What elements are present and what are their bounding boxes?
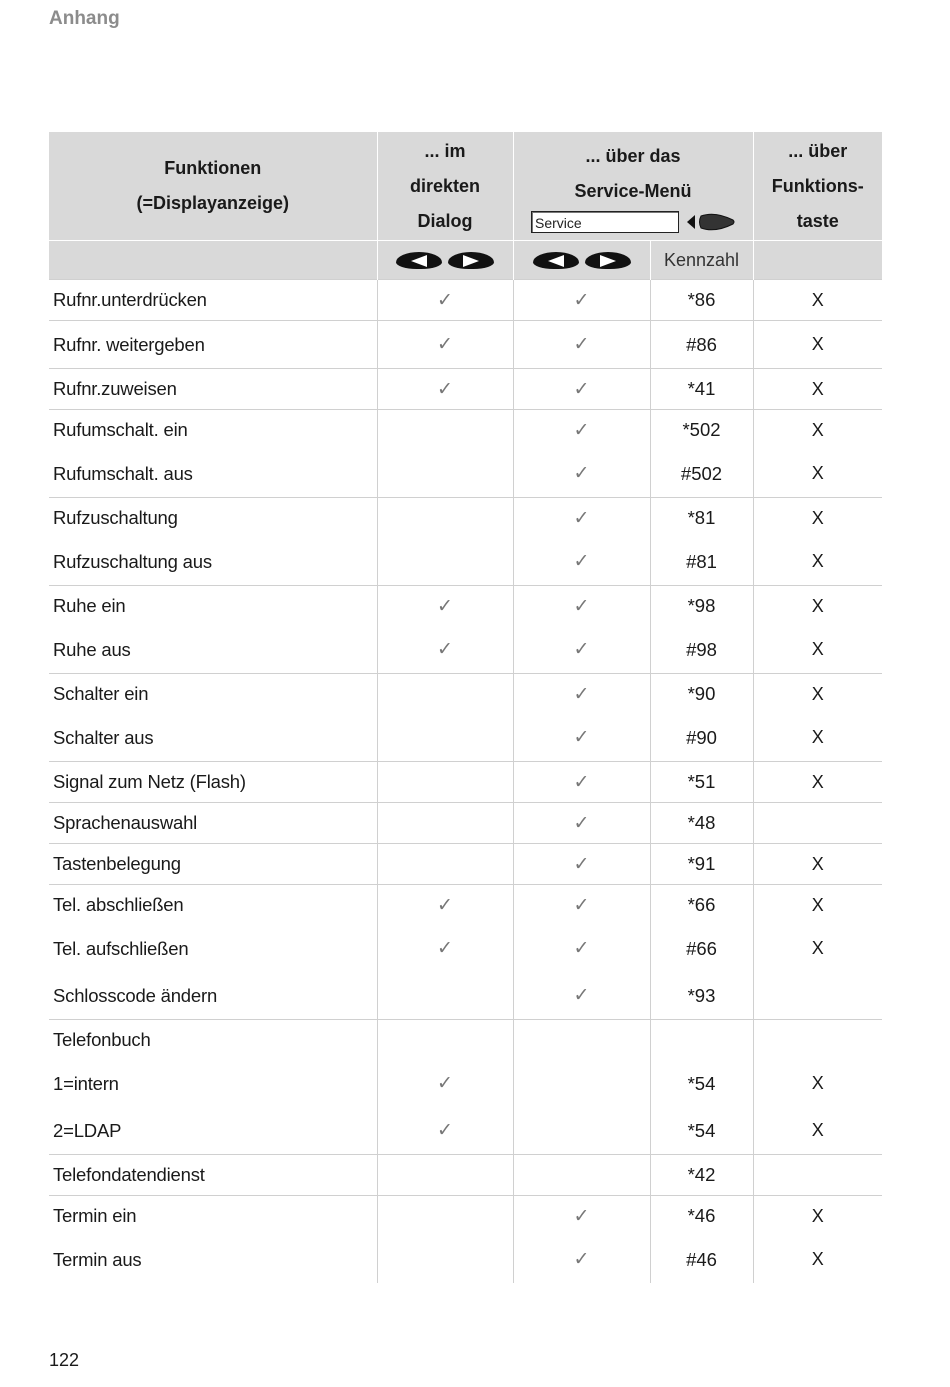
table-row bbox=[49, 498, 882, 539]
direct-dialog-cell bbox=[377, 1155, 513, 1196]
direct-dialog-cell bbox=[377, 410, 513, 451]
function-key-mark: X bbox=[811, 507, 824, 528]
table-row bbox=[49, 1107, 882, 1155]
direct-dialog-cell bbox=[377, 369, 513, 410]
check-icon: ✓ bbox=[573, 1205, 590, 1227]
service-menu-cell bbox=[513, 844, 650, 885]
function-name: Telefonbuch bbox=[53, 1029, 151, 1050]
check-icon: ✓ bbox=[437, 938, 453, 959]
code-cell bbox=[650, 762, 753, 803]
table-row bbox=[49, 280, 882, 321]
function-key-cell bbox=[753, 280, 882, 321]
function-name: Rufumschalt. aus bbox=[53, 462, 193, 484]
direct-dialog-cell bbox=[377, 586, 513, 627]
function-name-cell bbox=[49, 972, 377, 1020]
function-name-cell bbox=[49, 1236, 377, 1283]
function-key-mark: X bbox=[811, 1249, 824, 1269]
direct-dialog-cell bbox=[377, 972, 513, 1020]
table-row bbox=[49, 885, 882, 926]
function-name: Schalter ein bbox=[53, 683, 149, 704]
left-arrow-key-icon bbox=[533, 252, 579, 269]
table-row bbox=[49, 586, 882, 627]
function-key-cell bbox=[753, 925, 882, 972]
direct-dialog-cell bbox=[377, 885, 513, 926]
header-dialog-line-2: direkten bbox=[409, 175, 481, 196]
service-menu-cell bbox=[513, 1196, 650, 1237]
function-name-cell bbox=[49, 538, 377, 586]
function-name-cell bbox=[49, 1107, 377, 1155]
header-fkey-line-3: taste bbox=[796, 210, 839, 231]
code-cell bbox=[650, 803, 753, 844]
function-key-mark: X bbox=[811, 1073, 824, 1093]
function-name-cell bbox=[49, 626, 377, 674]
code-value: #502 bbox=[680, 462, 723, 484]
function-name: Rufumschalt. ein bbox=[53, 419, 188, 440]
code-value: *41 bbox=[687, 378, 716, 399]
function-name-cell bbox=[49, 803, 377, 844]
code-cell bbox=[650, 1236, 753, 1283]
header-fkey-line-1: ... über bbox=[788, 140, 848, 161]
code-value: *54 bbox=[687, 1119, 716, 1141]
subheader-dialog-keys bbox=[377, 241, 513, 280]
service-display bbox=[514, 211, 753, 233]
service-menu-cell bbox=[513, 674, 650, 715]
check-icon: ✓ bbox=[437, 1073, 453, 1094]
direct-dialog-cell bbox=[377, 498, 513, 539]
function-key-cell bbox=[753, 1196, 882, 1237]
header-function-line-2: (=Displayanzeige) bbox=[136, 193, 290, 213]
table-row bbox=[49, 626, 882, 674]
service-menu-cell bbox=[513, 925, 650, 972]
function-name-cell bbox=[49, 714, 377, 762]
code-cell bbox=[650, 714, 753, 762]
check-icon: ✓ bbox=[573, 463, 590, 484]
table-row bbox=[49, 714, 882, 762]
function-key-mark: X bbox=[811, 1205, 824, 1226]
check-icon: ✓ bbox=[573, 639, 590, 660]
direct-dialog-cell bbox=[377, 803, 513, 844]
function-key-mark: X bbox=[811, 938, 824, 958]
function-key-cell bbox=[753, 450, 882, 498]
code-value: *46 bbox=[687, 1205, 716, 1226]
service-menu-cell bbox=[513, 1236, 650, 1283]
function-name-cell bbox=[49, 1196, 377, 1237]
code-cell bbox=[650, 450, 753, 498]
code-value: *98 bbox=[687, 595, 716, 616]
function-key-cell bbox=[753, 1236, 882, 1283]
function-key-mark: X bbox=[811, 289, 824, 310]
check-icon: ✓ bbox=[573, 938, 590, 959]
section-title: Anhang bbox=[49, 8, 120, 29]
function-key-cell bbox=[753, 1107, 882, 1155]
service-menu-cell bbox=[513, 498, 650, 539]
header-service-line-1: ... über das bbox=[585, 146, 681, 166]
direct-dialog-cell bbox=[377, 450, 513, 498]
code-cell bbox=[650, 410, 753, 451]
check-icon: ✓ bbox=[573, 812, 590, 834]
code-value: *91 bbox=[687, 853, 716, 874]
header-dialog-line-3: Dialog bbox=[417, 210, 473, 231]
table-row bbox=[49, 1196, 882, 1237]
check-icon: ✓ bbox=[573, 595, 590, 617]
code-cell bbox=[650, 321, 753, 369]
subheader-code bbox=[650, 241, 753, 280]
function-key-cell bbox=[753, 626, 882, 674]
code-cell bbox=[650, 1107, 753, 1155]
function-key-mark: X bbox=[811, 894, 824, 915]
code-cell bbox=[650, 1020, 753, 1061]
table-row bbox=[49, 762, 882, 803]
function-key-mark: X bbox=[811, 595, 824, 616]
table-row bbox=[49, 1060, 882, 1107]
function-name-cell bbox=[49, 410, 377, 451]
function-key-mark: X bbox=[811, 378, 824, 399]
header-function-key bbox=[753, 132, 882, 241]
header-fkey-line-2: Funktions- bbox=[771, 175, 864, 196]
table-row bbox=[49, 450, 882, 498]
header-service-line-2: Service-Menü bbox=[574, 181, 692, 201]
header-service-menu bbox=[513, 132, 753, 241]
function-name-cell bbox=[49, 762, 377, 803]
code-value: *42 bbox=[687, 1164, 716, 1185]
code-cell bbox=[650, 498, 753, 539]
function-key-cell bbox=[753, 844, 882, 885]
service-menu-cell bbox=[513, 972, 650, 1020]
function-name: Schalter aus bbox=[53, 726, 154, 748]
function-name: Tastenbelegung bbox=[53, 853, 181, 874]
function-key-mark: X bbox=[811, 463, 824, 483]
function-name-cell bbox=[49, 925, 377, 972]
function-name: Termin aus bbox=[53, 1248, 142, 1270]
function-name: Rufnr.unterdrücken bbox=[53, 289, 207, 310]
direct-dialog-cell bbox=[377, 1020, 513, 1061]
code-value: #86 bbox=[686, 333, 717, 355]
check-icon: ✓ bbox=[573, 334, 590, 355]
header-function bbox=[49, 132, 377, 241]
function-name: Rufnr.zuweisen bbox=[53, 378, 177, 399]
direct-dialog-cell bbox=[377, 626, 513, 674]
function-name-cell bbox=[49, 586, 377, 627]
function-key-cell bbox=[753, 498, 882, 539]
function-name: Signal zum Netz (Flash) bbox=[53, 771, 246, 792]
function-name-cell bbox=[49, 369, 377, 410]
code-cell bbox=[650, 885, 753, 926]
function-name-cell bbox=[49, 1155, 377, 1196]
function-key-cell bbox=[753, 1020, 882, 1061]
code-value: *66 bbox=[687, 894, 716, 915]
check-icon: ✓ bbox=[437, 639, 453, 660]
table-row bbox=[49, 1020, 882, 1061]
check-icon: ✓ bbox=[437, 289, 453, 311]
left-arrow-key-icon bbox=[396, 252, 442, 269]
check-icon: ✓ bbox=[573, 683, 590, 705]
table-row bbox=[49, 1236, 882, 1283]
check-icon: ✓ bbox=[573, 1249, 590, 1270]
function-key-mark: X bbox=[811, 419, 824, 440]
function-name-cell bbox=[49, 1020, 377, 1061]
table-row bbox=[49, 369, 882, 410]
function-key-mark: X bbox=[811, 683, 824, 704]
function-name-cell bbox=[49, 280, 377, 321]
function-name: Rufnr. weitergeben bbox=[53, 333, 205, 355]
check-icon: ✓ bbox=[573, 419, 590, 441]
direct-dialog-cell bbox=[377, 1060, 513, 1107]
direct-dialog-cell bbox=[377, 925, 513, 972]
code-value: *93 bbox=[687, 984, 716, 1006]
check-icon: ✓ bbox=[573, 551, 590, 572]
subheader-service-keys bbox=[513, 241, 650, 280]
table-row bbox=[49, 321, 882, 369]
check-icon: ✓ bbox=[437, 894, 453, 916]
code-cell bbox=[650, 369, 753, 410]
code-cell bbox=[650, 586, 753, 627]
function-name: Sprachenauswahl bbox=[53, 812, 198, 833]
code-value: *86 bbox=[687, 289, 716, 310]
function-name-cell bbox=[49, 844, 377, 885]
check-icon: ✓ bbox=[573, 727, 590, 748]
function-key-mark: X bbox=[811, 853, 824, 874]
function-key-mark: X bbox=[811, 727, 824, 747]
function-key-mark: X bbox=[811, 551, 824, 571]
function-name: Ruhe ein bbox=[53, 595, 126, 616]
function-name: Rufzuschaltung aus bbox=[53, 550, 212, 572]
table-row bbox=[49, 1155, 882, 1196]
check-icon: ✓ bbox=[437, 595, 453, 617]
function-key-cell bbox=[753, 410, 882, 451]
code-cell bbox=[650, 972, 753, 1020]
service-menu-cell bbox=[513, 1155, 650, 1196]
direct-dialog-cell bbox=[377, 1196, 513, 1237]
subheader-empty-fkey bbox=[753, 241, 882, 280]
service-menu-cell bbox=[513, 885, 650, 926]
function-name: Tel. abschließen bbox=[53, 894, 184, 915]
direct-dialog-cell bbox=[377, 1236, 513, 1283]
function-name-cell bbox=[49, 1060, 377, 1107]
function-name-cell bbox=[49, 885, 377, 926]
table-row bbox=[49, 538, 882, 586]
service-menu-cell bbox=[513, 586, 650, 627]
menu-key-icon bbox=[685, 212, 735, 232]
table-row bbox=[49, 925, 882, 972]
code-value: #46 bbox=[686, 1248, 717, 1270]
function-name: Ruhe aus bbox=[53, 638, 131, 660]
code-value: *54 bbox=[687, 1072, 716, 1094]
service-menu-cell bbox=[513, 538, 650, 586]
code-value: *502 bbox=[682, 419, 721, 440]
check-icon: ✓ bbox=[437, 378, 453, 400]
service-menu-cell bbox=[513, 626, 650, 674]
service-menu-cell bbox=[513, 803, 650, 844]
code-cell bbox=[650, 626, 753, 674]
check-icon: ✓ bbox=[573, 894, 590, 916]
function-name-cell bbox=[49, 450, 377, 498]
service-menu-cell bbox=[513, 280, 650, 321]
table-row bbox=[49, 410, 882, 451]
table-row bbox=[49, 972, 882, 1020]
header-function-line-1: Funktionen bbox=[164, 158, 262, 178]
function-key-cell bbox=[753, 369, 882, 410]
table-subheader-row bbox=[49, 241, 882, 280]
table-row bbox=[49, 674, 882, 715]
check-icon: ✓ bbox=[573, 853, 590, 875]
code-column-label: Kennzahl bbox=[663, 249, 740, 270]
function-table bbox=[49, 132, 882, 1283]
direct-dialog-cell bbox=[377, 844, 513, 885]
service-menu-cell bbox=[513, 321, 650, 369]
code-value: *48 bbox=[687, 812, 716, 833]
function-key-cell bbox=[753, 714, 882, 762]
code-cell bbox=[650, 674, 753, 715]
function-name: 2=LDAP bbox=[53, 1119, 122, 1141]
function-key-cell bbox=[753, 1060, 882, 1107]
header-dialog-line-1: ... im bbox=[424, 140, 466, 161]
page-number: 122 bbox=[49, 1350, 80, 1370]
table-row bbox=[49, 844, 882, 885]
code-cell bbox=[650, 844, 753, 885]
code-cell bbox=[650, 1196, 753, 1237]
code-value: *90 bbox=[687, 683, 716, 704]
check-icon: ✓ bbox=[437, 1120, 453, 1141]
code-value: *51 bbox=[687, 771, 716, 792]
service-menu-cell bbox=[513, 762, 650, 803]
service-menu-cell bbox=[513, 410, 650, 451]
direct-dialog-cell bbox=[377, 714, 513, 762]
header-direct-dialog bbox=[377, 132, 513, 241]
service-menu-cell bbox=[513, 1060, 650, 1107]
function-key-cell bbox=[753, 321, 882, 369]
function-key-cell bbox=[753, 1155, 882, 1196]
service-menu-cell bbox=[513, 714, 650, 762]
function-name: Schlosscode ändern bbox=[53, 984, 218, 1006]
service-display-field: Service bbox=[531, 211, 679, 233]
right-arrow-key-icon bbox=[448, 252, 494, 269]
code-cell bbox=[650, 925, 753, 972]
code-cell bbox=[650, 1155, 753, 1196]
direct-dialog-cell bbox=[377, 674, 513, 715]
right-arrow-key-icon bbox=[585, 252, 631, 269]
function-name-cell bbox=[49, 498, 377, 539]
direct-dialog-cell bbox=[377, 321, 513, 369]
code-value: #98 bbox=[686, 638, 717, 660]
service-menu-cell bbox=[513, 1020, 650, 1061]
service-menu-cell bbox=[513, 1107, 650, 1155]
check-icon: ✓ bbox=[573, 771, 590, 793]
function-key-mark: X bbox=[811, 1120, 824, 1140]
code-value: #81 bbox=[686, 550, 717, 572]
function-key-cell bbox=[753, 972, 882, 1020]
function-key-mark: X bbox=[811, 334, 824, 354]
function-key-cell bbox=[753, 885, 882, 926]
code-cell bbox=[650, 1060, 753, 1107]
code-value: #66 bbox=[686, 937, 717, 959]
function-key-cell bbox=[753, 538, 882, 586]
direct-dialog-cell bbox=[377, 538, 513, 586]
function-key-cell bbox=[753, 586, 882, 627]
service-menu-cell bbox=[513, 369, 650, 410]
direct-dialog-cell bbox=[377, 280, 513, 321]
function-key-cell bbox=[753, 674, 882, 715]
function-key-cell bbox=[753, 803, 882, 844]
check-icon: ✓ bbox=[437, 334, 453, 355]
function-name: Termin ein bbox=[53, 1205, 137, 1226]
function-key-mark: X bbox=[811, 771, 824, 792]
check-icon: ✓ bbox=[573, 289, 590, 311]
code-value: #90 bbox=[686, 726, 717, 748]
function-key-mark: X bbox=[811, 639, 824, 659]
check-icon: ✓ bbox=[573, 985, 590, 1006]
function-name-cell bbox=[49, 321, 377, 369]
code-cell bbox=[650, 538, 753, 586]
function-name: Tel. aufschließen bbox=[53, 937, 189, 959]
direct-dialog-cell bbox=[377, 1107, 513, 1155]
check-icon: ✓ bbox=[573, 378, 590, 400]
check-icon: ✓ bbox=[573, 507, 590, 529]
function-name: 1=intern bbox=[53, 1072, 119, 1094]
table-header-row bbox=[49, 132, 882, 241]
subheader-empty bbox=[49, 241, 377, 280]
code-value: *81 bbox=[687, 507, 716, 528]
function-name-cell bbox=[49, 674, 377, 715]
function-key-cell bbox=[753, 762, 882, 803]
code-cell bbox=[650, 280, 753, 321]
direct-dialog-cell bbox=[377, 762, 513, 803]
table-row bbox=[49, 803, 882, 844]
function-name: Telefondatendienst bbox=[53, 1164, 205, 1185]
function-name: Rufzuschaltung bbox=[53, 507, 178, 528]
service-menu-cell bbox=[513, 450, 650, 498]
